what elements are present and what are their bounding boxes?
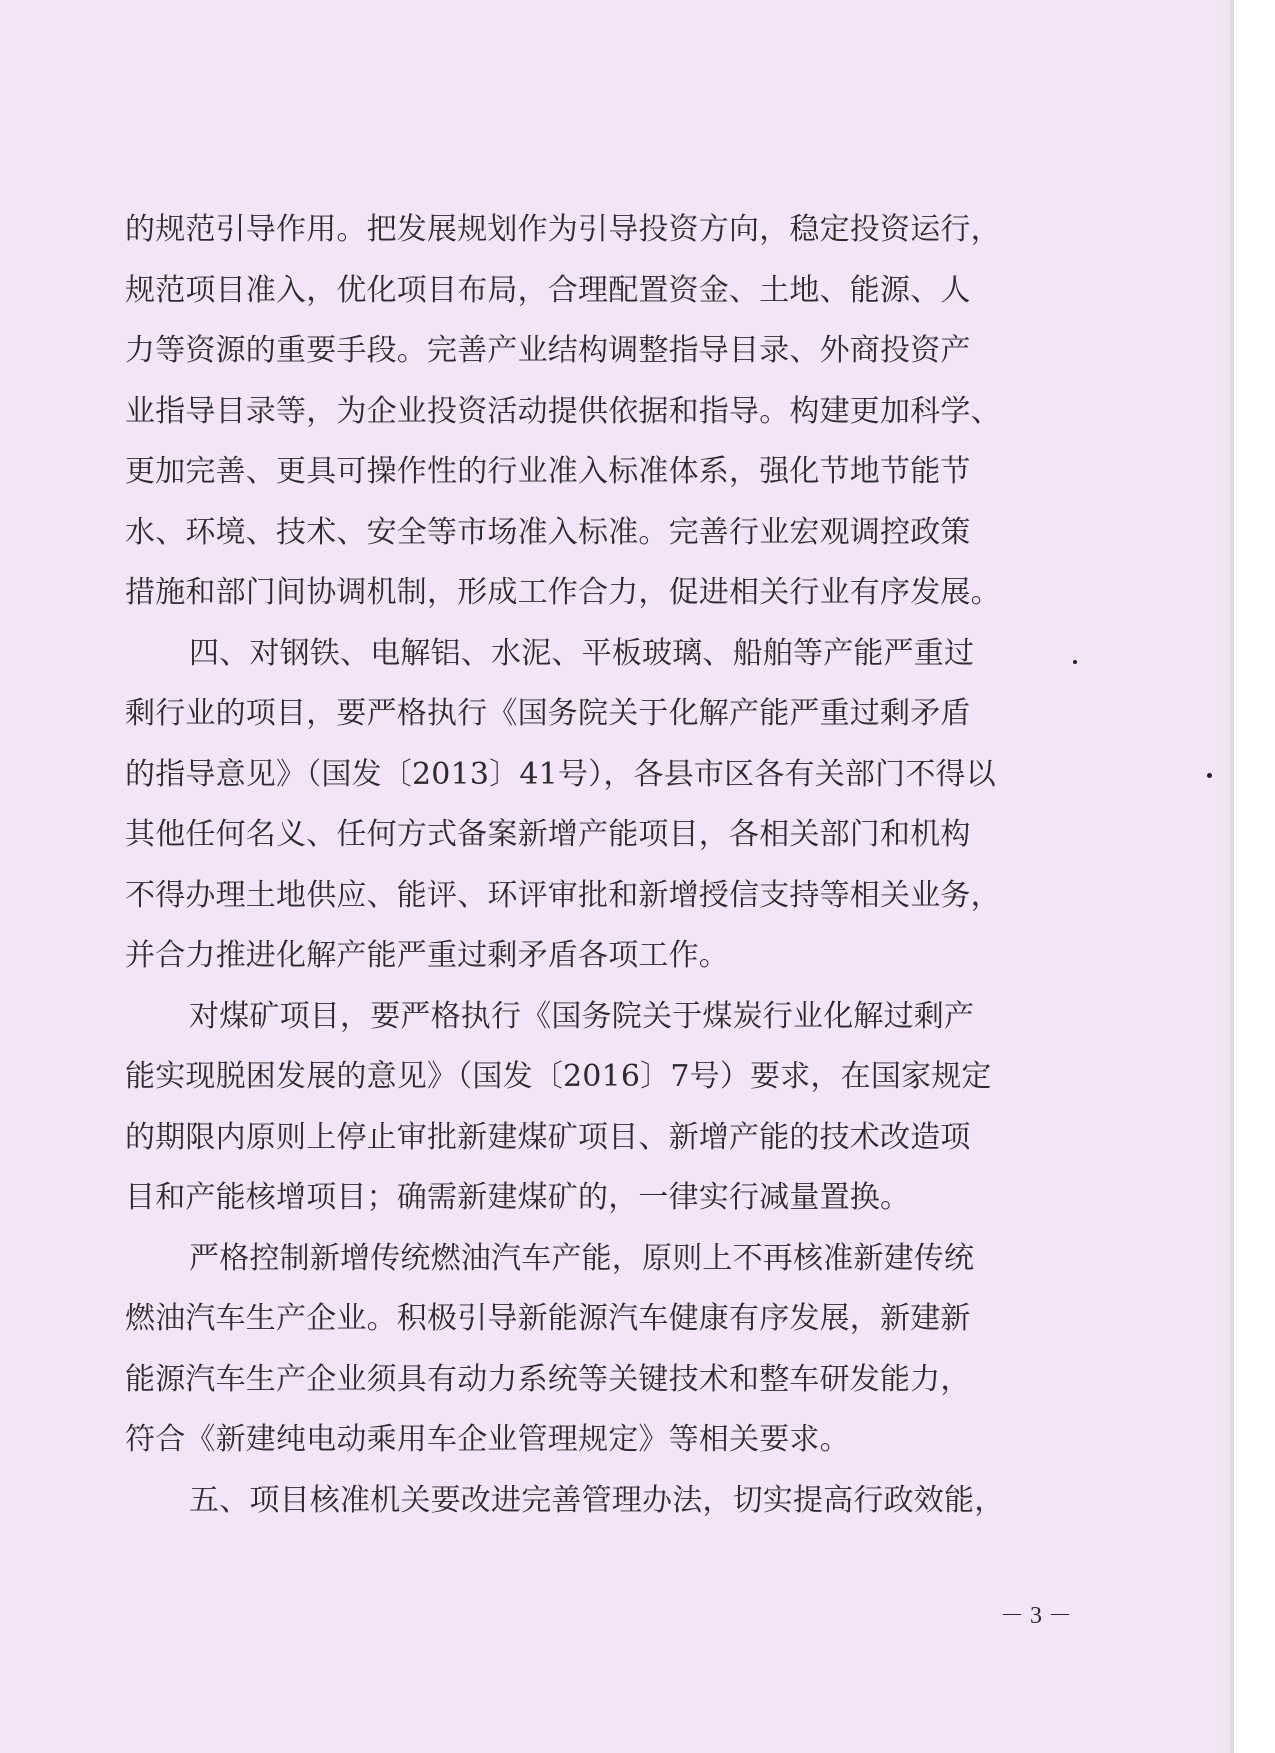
text-line: 其他任何名义、任何方式备案新增产能项目，各相关部门和机构 [125, 817, 971, 852]
text-line: 力等资源的重要手段。完善产业结构调整指导目录、外商投资产 [125, 333, 971, 368]
paragraph-start-line: 严格控制新增传统燃油汽车产能，原则上不再核准新建传统 [189, 1240, 975, 1276]
text-line: 的指导意见》（国发〔2013〕41号），各县市区各有关部门不得以 [125, 756, 996, 792]
text-line: 业指导目录等，为企业投资活动提供依据和指导。构建更加科学、 [125, 393, 1001, 429]
text-line: 规范项目准入，优化项目布局，合理配置资金、土地、能源、人 [125, 272, 971, 308]
scan-speck [1073, 660, 1077, 664]
text-line: 并合力推进化解产能严重过剩矛盾各项工作。 [125, 938, 729, 973]
paragraph-start-line: 对煤矿项目，要严格执行《国务院关于煤炭行业化解过剩产 [189, 998, 975, 1034]
text-line: 的期限内原则上停止审批新建煤矿项目、新增产能的技术改造项 [125, 1119, 971, 1155]
paragraph-start-line: 五、项目核准机关要改进完善管理办法，切实提高行政效能， [189, 1482, 1005, 1518]
text-line: 的规范引导作用。把发展规划作为引导投资方向，稳定投资运行， [125, 212, 1001, 247]
text-line: 能源汽车生产企业须具有动力系统等关键技术和整车研发能力， [125, 1361, 971, 1397]
page-number: － 3 － [1000, 1603, 1072, 1629]
text-line: 措施和部门间协调机制，形成工作合力，促进相关行业有序发展。 [125, 575, 1001, 610]
text-line: 剩行业的项目，要严格执行《国务院关于化解产能严重过剩矛盾 [125, 696, 971, 731]
text-line: 符合《新建纯电动乘用车企业管理规定》等相关要求。 [125, 1422, 850, 1457]
paper-edge-shadow [1230, 0, 1234, 1753]
body-text [125, 200, 1225, 1531]
text-line: 更加完善、更具可操作性的行业准入标准体系，强化节地节能节 [125, 454, 971, 489]
text-line: 水、环境、技术、安全等市场准入标准。完善行业宏观调控政策 [125, 514, 971, 550]
text-line: 能实现脱困发展的意见》（国发〔2016〕7号）要求，在国家规定 [125, 1059, 992, 1094]
text-line: 目和产能核增项目；确需新建煤矿的，一律实行减量置换。 [125, 1180, 911, 1215]
text-line: 燃油汽车生产企业。积极引导新能源汽车健康有序发展，新建新 [125, 1301, 971, 1336]
scan-speck [1207, 773, 1212, 778]
paragraph-start-line: 四、对钢铁、电解铝、水泥、平板玻璃、船舶等产能严重过 [189, 635, 975, 671]
text-line: 不得办理土地供应、能评、环评审批和新增授信支持等相关业务， [125, 877, 1001, 913]
